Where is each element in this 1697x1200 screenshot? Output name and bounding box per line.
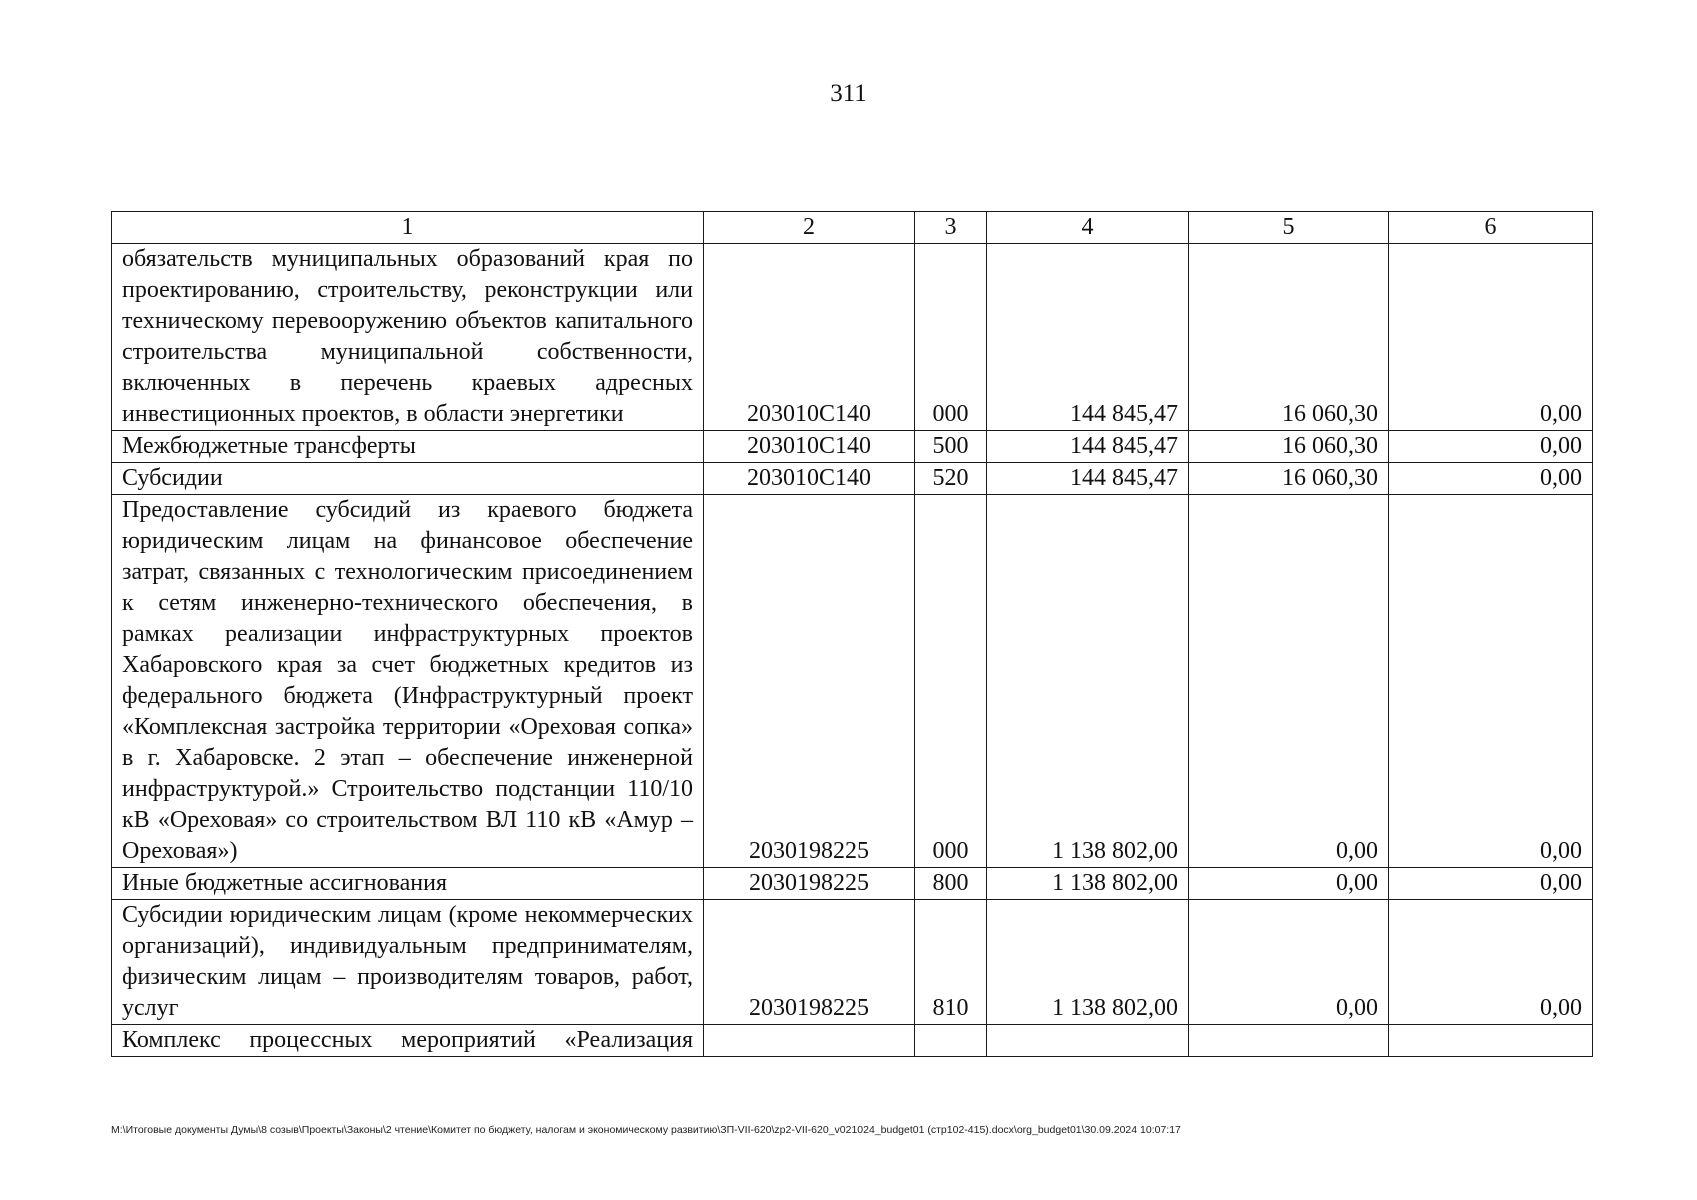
- table-row: [112, 463, 1593, 495]
- row-expense-type: 520: [915, 463, 987, 495]
- row-value-6: 0,00: [1389, 431, 1593, 463]
- column-header-1: 1: [112, 212, 704, 244]
- column-header-3: 3: [915, 212, 987, 244]
- row-expense-type: 810: [915, 900, 987, 1025]
- row-value-4: 1 138 802,00: [987, 495, 1189, 868]
- row-value-6: 0,00: [1389, 463, 1593, 495]
- table-row: [112, 1025, 1593, 1057]
- row-value-5: 16 060,30: [1189, 463, 1389, 495]
- row-name: обязательств муниципальных образований края по проектированию, строительству, реконструкции или техническому перевооружению объектов капитального строительства муниципальной собственности, включенных в перечень краевых адресных инвестиционных проектов, в области энергетики: [112, 244, 704, 431]
- row-value-4: 1 138 802,00: [987, 900, 1189, 1025]
- row-value-6: [1389, 1025, 1593, 1057]
- row-expense-type: 500: [915, 431, 987, 463]
- row-expense-type: [915, 1025, 987, 1057]
- row-target-code: 2030198225: [704, 868, 915, 900]
- row-target-code: 203010C140: [704, 431, 915, 463]
- row-value-4: [987, 1025, 1189, 1057]
- table-row: [112, 431, 1593, 463]
- row-target-code: 203010C140: [704, 463, 915, 495]
- row-value-5: 0,00: [1189, 900, 1389, 1025]
- budget-table: [111, 211, 1593, 1057]
- table-row: [112, 495, 1593, 868]
- row-value-6: 0,00: [1389, 868, 1593, 900]
- row-value-6: 0,00: [1389, 900, 1593, 1025]
- row-value-5: 16 060,30: [1189, 244, 1389, 431]
- row-name: Межбюджетные трансферты: [112, 431, 704, 463]
- row-value-4: 1 138 802,00: [987, 868, 1189, 900]
- row-value-5: 16 060,30: [1189, 431, 1389, 463]
- row-value-5: 0,00: [1189, 495, 1389, 868]
- table-row: [112, 244, 1593, 431]
- row-value-5: [1189, 1025, 1389, 1057]
- row-name: Комплекс процессных мероприятий «Реализация: [112, 1025, 704, 1057]
- table-header-row: [112, 212, 1593, 244]
- column-header-2: 2: [704, 212, 915, 244]
- table-row: [112, 900, 1593, 1025]
- row-expense-type: 800: [915, 868, 987, 900]
- row-name: Субсидии: [112, 463, 704, 495]
- row-target-code: [704, 1025, 915, 1057]
- row-value-4: 144 845,47: [987, 463, 1189, 495]
- column-header-6: 6: [1389, 212, 1593, 244]
- row-target-code: 2030198225: [704, 900, 915, 1025]
- row-value-6: 0,00: [1389, 244, 1593, 431]
- row-value-4: 144 845,47: [987, 244, 1189, 431]
- footer-file-path: M:\Итоговые документы Думы\8 созыв\Проекты\Законы\2 чтение\Комитет по бюджету, налогам и экономическому развитию\ЗП-VII-620\zp2-VII-620_v021024_budget01 (стр102-415).docx\org_budget01\30.09.2024 10:07:17: [111, 1124, 1181, 1136]
- row-expense-type: 000: [915, 495, 987, 868]
- column-header-5: 5: [1189, 212, 1389, 244]
- row-target-code: 2030198225: [704, 495, 915, 868]
- row-target-code: 203010C140: [704, 244, 915, 431]
- row-name: Субсидии юридическим лицам (кроме некоммерческих организаций), индивидуальным предпринимателям, физическим лицам – производителям товаров, работ, услуг: [112, 900, 704, 1025]
- row-value-4: 144 845,47: [987, 431, 1189, 463]
- row-value-6: 0,00: [1389, 495, 1593, 868]
- row-name: Предоставление субсидий из краевого бюджета юридическим лицам на финансовое обеспечение затрат, связанных с технологическим присоединением к сетям инженерно-технического обеспечения, в рамках реализации инфраструктурных проектов Хабаровского края за счет бюджетных кредитов из федерального бюджета (Инфраструктурный проект «Комплексная застройка территории «Ореховая сопка» в г. Хабаровске. 2 этап – обеспечение инженерной инфраструктурой.» Строительство подстанции 110/10 кВ «Ореховая» со строительством ВЛ 110 кВ «Амур – Ореховая»): [112, 495, 704, 868]
- row-name: Иные бюджетные ассигнования: [112, 868, 704, 900]
- table-row: [112, 868, 1593, 900]
- page-number: 311: [830, 80, 867, 107]
- row-expense-type: 000: [915, 244, 987, 431]
- column-header-4: 4: [987, 212, 1189, 244]
- row-value-5: 0,00: [1189, 868, 1389, 900]
